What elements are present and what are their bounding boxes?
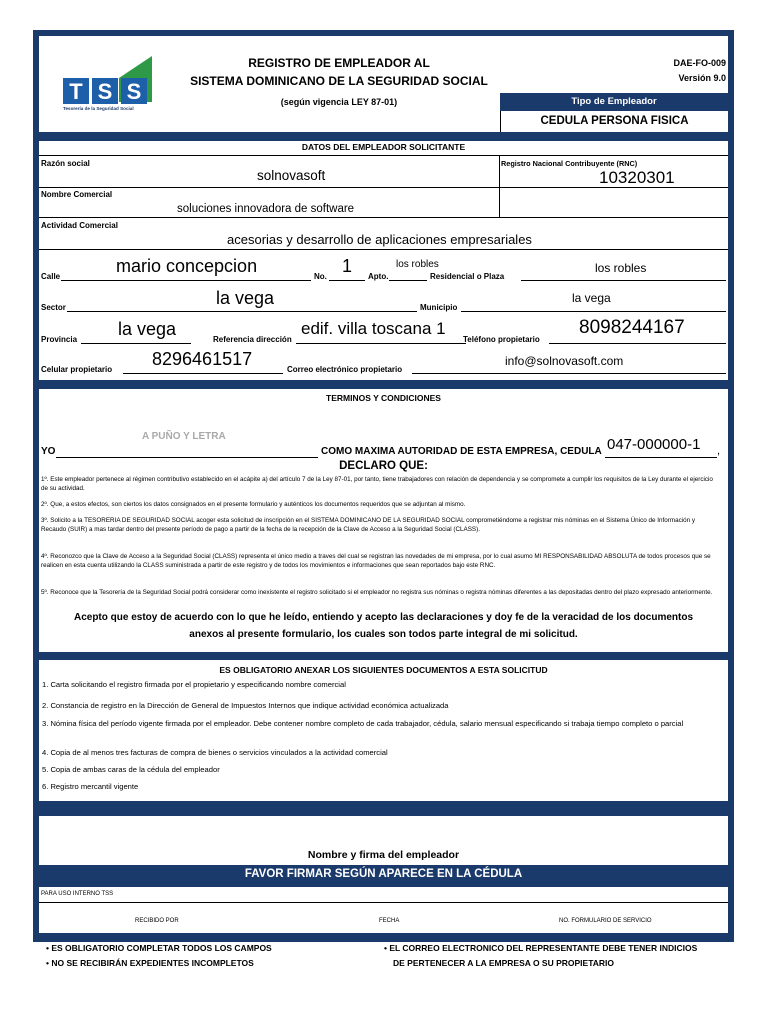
actividad-value[interactable]: acesorias y desarrollo de aplicaciones empresariales [227,232,532,247]
handwriting-hint: A PUÑO Y LETRA [142,431,226,442]
document-item: 2. Constancia de registro en la Dirección de General de Impuestos Internos que indique actividad económica actualizada [42,701,449,710]
no-value[interactable]: 1 [342,256,353,276]
terms-panel [39,389,728,652]
yo-label: YO [41,446,56,457]
footer-note-3: • EL CORREO ELECTRONICO DEL REPRESENTANTE DEBE TENER INDICIOS [384,943,698,953]
document-item: 6. Registro mercantil vigente [42,782,139,791]
no-label: No. [314,272,327,281]
form-title-line2: SISTEMA DOMINICANO DE LA SEGURIDAD SOCIAL [190,74,488,88]
actividad-label: Actividad Comercial [41,221,118,230]
terms-title: TERMINOS Y CONDICIONES [326,393,441,403]
municipio-value[interactable]: la vega [572,291,611,305]
formulario-label: NO. FORMULARIO DE SERVICIO [559,918,652,924]
signature-label: Nombre y firma del empleador [307,849,460,861]
document-item: 5. Copia de ambas caras de la cédula del empleador [42,765,220,774]
clause-1: 1º. Este empleador pertenece al régimen contributivo establecido en el acápite a) del artículo 7 de la Ley 87-01, por tanto, tiene trabajadores con relación de dependencia y se compromete a cumplir los requisitos de la Ley durante el ejercicio de su actividad. [41,476,713,492]
documents-title: ES OBLIGATORIO ANEXAR LOS SIGUIENTES DOCUMENTOS A ESTA SOLICITUD [219,665,548,675]
footer-note-4: DE PERTENECER A LA EMPRESA O SU PROPIETARIO [393,958,615,968]
correo-value[interactable]: info@solnovasoft.com [505,354,624,368]
razon-social-label: Razón social [41,159,90,168]
form-title-line1: REGISTRO DE EMPLEADOR AL [248,56,430,70]
recibido-label: RECIBIDO POR [135,918,179,924]
referencia-value[interactable]: edif. villa toscana 1 [301,319,446,338]
internal-title: PARA USO INTERNO TSS [41,891,114,897]
documents-panel [39,660,728,801]
tss-logo [57,56,153,116]
telefono-value[interactable]: 8098244167 [579,317,685,338]
document-item: 4. Copia de al menos tres facturas de compra de bienes o servicios vinculados a la actividad comercial [42,748,388,757]
cedula-value[interactable]: 047-000000-1 [607,436,701,453]
celular-label: Celular propietario [41,365,113,374]
signature-panel[interactable] [39,816,728,865]
provincia-label: Provincia [41,335,78,344]
rnc-value[interactable]: 10320301 [599,168,675,187]
acceptance-line1: Acepto que estoy de acuerdo con lo que he leído, entiendo y acepto las declaraciones y doy fe de la veracidad de los documentos [73,612,694,623]
employer-section-title: DATOS DEL EMPLEADOR SOLICITANTE [301,142,466,152]
nombre-comercial-label: Nombre Comercial [41,190,113,199]
telefono-label: Teléfono propietario [463,335,540,344]
razon-social-value[interactable]: solnovasoft [257,168,326,183]
employer-data-panel [39,141,728,380]
declaro-heading: DECLARO QUE: [339,460,428,472]
clause-4: 4º. Reconozco que la Clave de Acceso a la Seguridad Social (CLASS) representa el único medio a traves del cual se registran las novedades de mi empresa, por lo cual asumo MI RESPONSABILIDAD ABSOLUTA de todos procesos que se realicen en esta cuenta utilizando la CLASS suministrada a partir de este registro y de todos los movimientos e informaciones que sean reportados bajo este RNC. [41,553,711,569]
sector-value[interactable]: la vega [216,288,275,308]
clause-3: 3º. Solicito a la TESORERIA DE SEGURIDAD SOCIAL acoger esta solicitud de inscripción en el SISTEMA DOMINICANO DE LA SEGURIDAD SOCIAL comprometiéndome a registrar mis nóminas en el Sistema Único de Información y Recaudo (SUIR) a mas tardar dentro del presente período de pago a partir de la fecha de la recepción de la Clave de Acceso a la Seguridad Social (CLASS). [41,517,696,533]
authority-text: COMO MAXIMA AUTORIDAD DE ESTA EMPRESA, CEDULA [321,446,602,457]
referencia-label: Referencia dirección [213,335,292,344]
form-frame [33,30,734,942]
header-panel [39,36,728,132]
clause-2: 2º. Que, a estos efectos, son ciertos los datos consignados en el presente formulario y auténticos los documentos requeridos que se adjuntan al mismo. [41,501,466,508]
clause-5: 5º. Reconoce que la Tesorería de la Seguridad Social podrá considerar como inexistente el registro solicitado si el empleador no registra sus nóminas o registra nóminas diferentes a las depositadas dentro del plazo expresado anteriormente. [41,589,713,596]
calle-value[interactable]: mario concepcion [116,256,258,276]
svg-text:S: S [97,79,113,104]
rnc-label: Registro Nacional Contribuyente (RNC) [501,159,638,168]
cedula-comma: , [717,445,721,457]
document-item: 1. Carta solicitando el registro firmada por el propietario y especificando nombre comercial [42,680,346,689]
fecha-label: FECHA [379,918,400,924]
svg-text:T: T [69,79,83,104]
celular-value[interactable]: 8296461517 [152,349,253,369]
form-code: DAE-FO-009 [673,58,726,68]
correo-label: Correo electrónico propietario [287,365,403,374]
provincia-value[interactable]: la vega [118,319,177,339]
employer-type-label: Tipo de Empleador [500,93,728,111]
footer-note-2: • NO SE RECIBIRÁN EXPEDIENTES INCOMPLETOS [46,958,254,968]
municipio-label: Municipio [420,303,458,312]
signature-banner: FAVOR FIRMAR SEGÚN APARECE EN LA CÉDULA [244,868,523,880]
residencial-value[interactable]: los robles [595,261,647,275]
nombre-comercial-value[interactable]: soluciones innovadora de software [177,203,355,215]
logo-tagline: Tesorería de la Seguridad Social [63,106,134,111]
svg-text:S: S [126,79,142,104]
form-subtitle: (según vigencia LEY 87-01) [280,97,398,107]
footer-note-1: • ES OBLIGATORIO COMPLETAR TODOS LOS CAMPOS [46,943,272,953]
document-item: 3. Nómina física del período vigente firmada por el empleador. Debe contener nombre completo de cada trabajador, cédula, salario mensual especificando si trabaja tiempo completo o parcial [42,719,684,728]
sector-label: Sector [41,303,66,312]
apto-value[interactable]: los robles [396,259,439,270]
acceptance-line2: anexos al presente formulario, los cuales son todos parte integral de mi solicitud. [189,629,578,640]
calle-label: Calle [41,272,61,281]
form-version: Versión 9.0 [678,73,726,83]
employer-type-value: CEDULA PERSONA FISICA [500,111,728,132]
internal-use-panel [39,887,728,933]
apto-label: Apto. [368,272,389,281]
residencial-label: Residencial o Plaza [430,272,505,281]
